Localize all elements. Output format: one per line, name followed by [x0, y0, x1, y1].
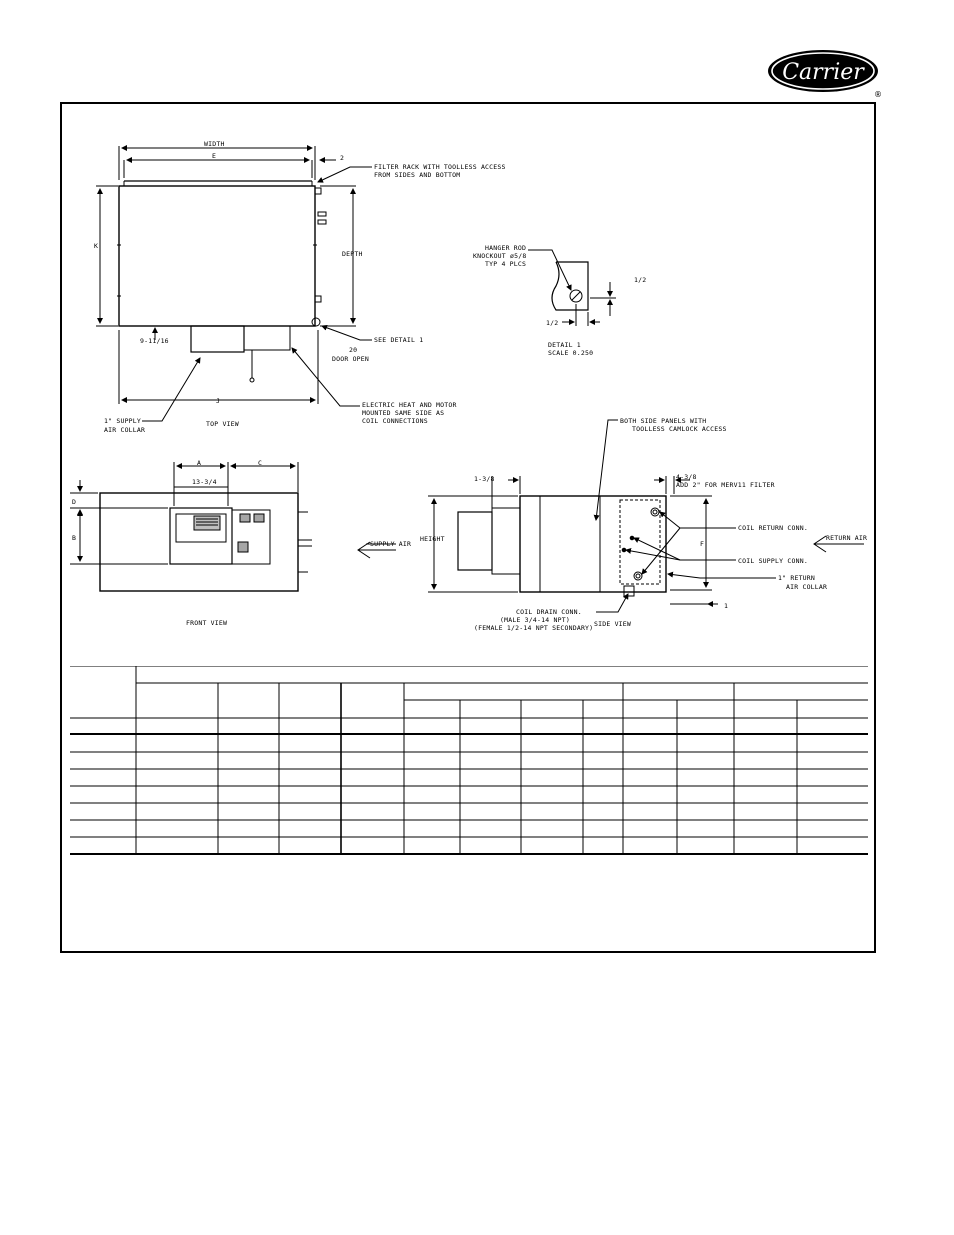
- label-b: B: [72, 534, 77, 542]
- detail-scale: SCALE 0.250: [548, 349, 594, 357]
- label-c: C: [258, 459, 263, 467]
- label-f: F: [700, 540, 705, 548]
- door-open: DOOR OPEN: [332, 355, 370, 363]
- electric-heat-line1: ELECTRIC HEAT AND MOTOR: [362, 401, 457, 409]
- front-view-title: FRONT VIEW: [186, 619, 228, 627]
- top-view: [96, 146, 372, 421]
- drain-line1: COIL DRAIN CONN.: [516, 608, 582, 616]
- logo-wordmark: Carrier: [782, 60, 864, 85]
- label-j: J: [216, 397, 221, 405]
- supply-collar-line2: AIR COLLAR: [104, 426, 146, 434]
- front-view: [70, 462, 396, 591]
- merv-note: ADD 2" FOR MERV11 FILTER: [676, 481, 775, 489]
- detail-dim-half-a: 1/2: [634, 276, 647, 284]
- side-view-body: [520, 496, 666, 592]
- label-k: K: [94, 242, 99, 250]
- label-a: A: [197, 459, 202, 467]
- drain-line3: (FEMALE 1/2-14 NPT SECONDARY): [474, 624, 594, 632]
- top-view-title: TOP VIEW: [206, 420, 239, 428]
- detail-title: DETAIL 1: [548, 341, 581, 349]
- return-air-label: RETURN AIR: [826, 534, 868, 542]
- filter-rack-line1: FILTER RACK WITH TOOLLESS ACCESS: [374, 163, 506, 171]
- label-1: 1: [724, 602, 729, 610]
- top-view-body: [119, 186, 315, 326]
- hanger-line1: HANGER ROD: [485, 244, 527, 252]
- side-view-labels: [420, 417, 867, 632]
- filter-rack-line2: FROM SIDES AND BOTTOM: [374, 171, 461, 179]
- label-9-11-16: 9-11/16: [140, 337, 169, 345]
- label-2: 2: [340, 154, 345, 162]
- side-view-title: SIDE VIEW: [594, 620, 632, 628]
- panels-line2: TOOLLESS CAMLOCK ACCESS: [632, 425, 727, 433]
- electric-heat-line2: MOUNTED SAME SIDE AS: [362, 409, 445, 417]
- supply-collar-line1: 1" SUPPLY: [104, 417, 142, 425]
- label-4-3-8: 4-3/8: [676, 473, 697, 481]
- electric-heat-line3: COIL CONNECTIONS: [362, 417, 428, 425]
- label-width: WIDTH: [204, 140, 225, 148]
- detail-1-labels: [473, 244, 646, 357]
- coil-return-label: COIL RETURN CONN.: [738, 524, 808, 532]
- hanger-line2: KNOCKOUT ø5/8: [473, 252, 527, 260]
- coil-supply-label: COIL SUPPLY CONN.: [738, 557, 808, 565]
- registered-mark: ®: [874, 90, 882, 99]
- label-height: HEIGHT: [420, 535, 445, 543]
- label-d: D: [72, 498, 77, 506]
- supply-air-label: SUPPLY AIR: [370, 540, 412, 548]
- label-e: E: [212, 152, 217, 160]
- dimensions-table: [70, 666, 868, 856]
- see-detail: SEE DETAIL 1: [374, 336, 424, 344]
- label-20: 20: [349, 346, 358, 354]
- panels-line1: BOTH SIDE PANELS WITH: [620, 417, 707, 425]
- return-collar-line2: AIR COLLAR: [786, 583, 828, 591]
- top-view-labels: [94, 140, 506, 434]
- drain-line2: (MALE 3/4-14 NPT): [500, 616, 570, 624]
- return-collar-line1: 1" RETURN: [778, 574, 816, 582]
- hanger-line3: TYP 4 PLCS: [485, 260, 527, 268]
- label-13-3-4: 13-3/4: [192, 478, 217, 486]
- label-1-3-8: 1-3/8: [474, 475, 495, 483]
- label-depth: DEPTH: [342, 250, 363, 258]
- detail-dim-half-b: 1/2: [546, 319, 559, 327]
- detail-1: [528, 250, 616, 326]
